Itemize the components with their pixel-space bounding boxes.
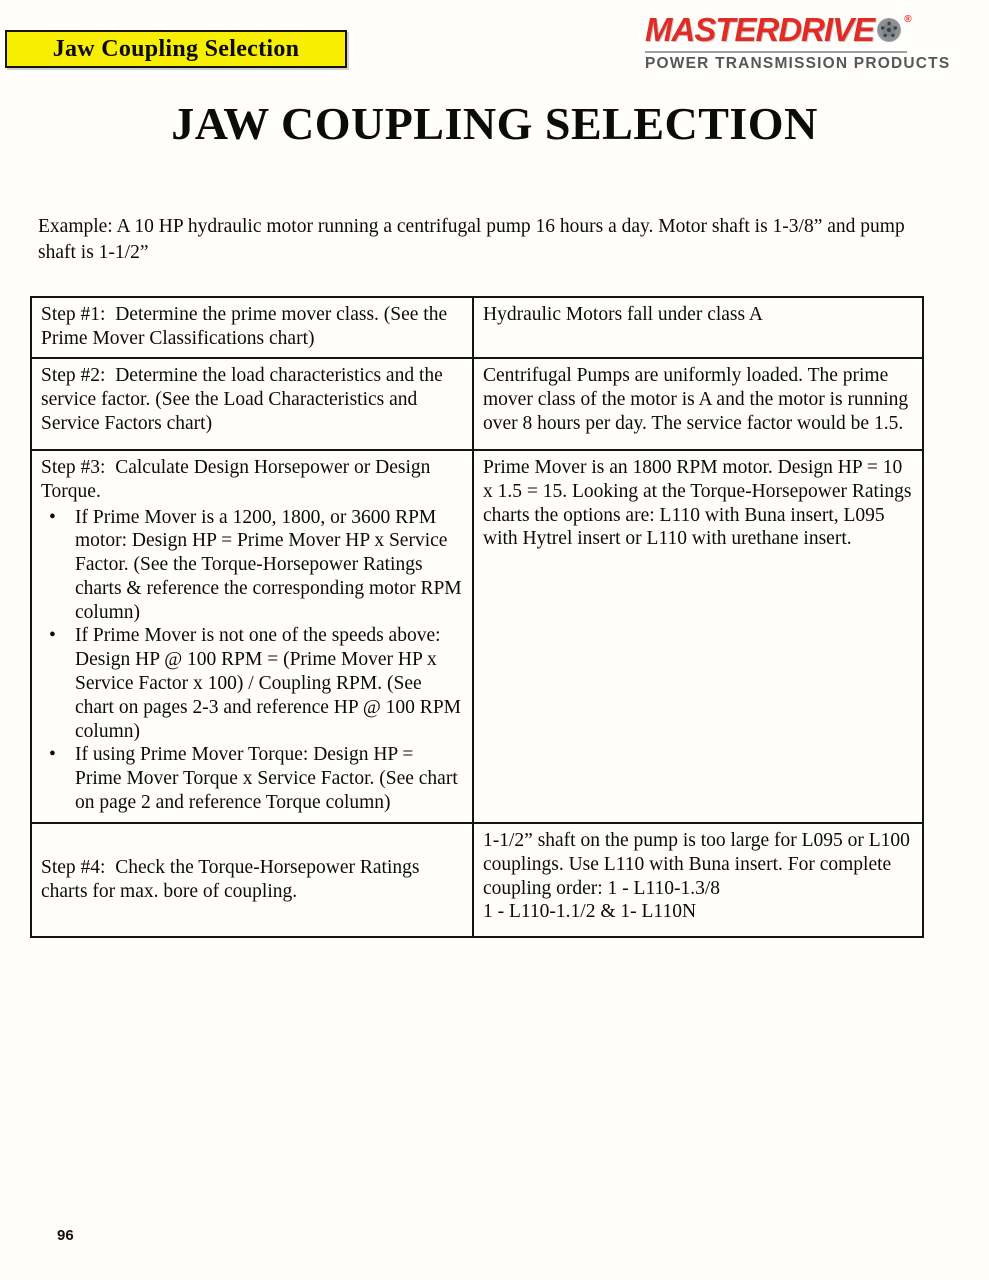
step1-cell (31, 297, 473, 358)
page-number: 96 (57, 1227, 74, 1244)
step4-result-cell (473, 823, 923, 937)
step4-text: Step #4: Check the Torque-Horsepower Ratings charts for max. bore of coupling. (41, 856, 425, 902)
bullet-icon: • (49, 625, 56, 647)
table-row (31, 823, 923, 937)
list-item (41, 506, 462, 625)
logo-top-row (645, 11, 912, 48)
list-item (41, 743, 462, 814)
step3-bullet-2: If Prime Mover is not one of the speeds above: Design HP @ 100 RPM = (Prime Mover HP x Service Factor x 100) / Coupling RPM. (See chart on pages 2-3 and reference HP @ 100 RPM column) (75, 625, 462, 742)
step4-result-text: 1-1/2” shaft on the pump is too large for L095 or L100 couplings. Use L110 with Buna insert. For complete coupling order: 1 - L110-1.3/8 (483, 830, 915, 899)
brand-wordmark: MASTERDRIVE (645, 11, 875, 48)
step3-cell (31, 450, 473, 823)
logo-tagline: POWER TRANSMISSION PRODUCTS (645, 51, 907, 73)
step4-result-text-line2: 1 - L110-1.1/2 & 1- L110N (483, 901, 697, 923)
table-row (31, 297, 923, 358)
step1-text: Step #1: Determine the prime mover class. (See the Prime Mover Classifications chart) (41, 304, 453, 349)
step3-bullet-list (41, 506, 462, 815)
bullet-icon: • (49, 506, 56, 528)
table-row (31, 450, 923, 823)
section-banner (5, 30, 347, 68)
example-paragraph: Example: A 10 HP hydraulic motor running a centrifugal pump 16 hours a day. Motor shaft is 1-3/8” and pump shaft is 1-1/2” (38, 216, 905, 264)
step2-text: Step #2: Determine the load characteristics and the service factor. (See the Load Characteristics and Service Factors chart) (41, 365, 448, 434)
step2-result-text: Centrifugal Pumps are uniformly loaded. The prime mover class of the motor is A and the motor is running over 8 hours per day. The service factor would be 1.5. (483, 365, 914, 434)
step2-result-cell (473, 358, 923, 450)
step1-result-text: Hydraulic Motors fall under class A (483, 304, 763, 325)
hub-wheel-icon (876, 17, 902, 48)
selection-steps-table (30, 296, 924, 938)
step1-result-cell (473, 297, 923, 358)
table-row (31, 358, 923, 450)
masterdrive-logo (645, 11, 951, 73)
step2-cell (31, 358, 473, 450)
step3-result-cell (473, 450, 923, 823)
list-item (41, 624, 462, 743)
page-title: JAW COUPLING SELECTION (171, 98, 818, 149)
registered-trademark-symbol: ® (904, 14, 912, 25)
step4-cell (31, 823, 473, 937)
bullet-icon: • (49, 744, 56, 766)
step3-bullet-1: If Prime Mover is a 1200, 1800, or 3600 RPM motor: Design HP = Prime Mover HP x Service Factor. (See the Torque-Horsepower Ratings charts & reference the corresponding motor RPM column) (75, 506, 462, 623)
step3-result-text: Prime Mover is an 1800 RPM motor. Design HP = 10 x 1.5 = 15. Looking at the Torque-Horsepower Ratings charts the options are: L110 with Buna insert, L095 with Hytrel insert or L110 with urethane insert. (483, 457, 917, 550)
step3-bullet-3: If using Prime Mover Torque: Design HP = Prime Mover Torque x Service Factor. (See chart on page 2 and reference Torque column) (75, 744, 458, 813)
step3-text: Step #3: Calculate Design Horsepower or Design Torque. (41, 457, 435, 502)
section-banner-label: Jaw Coupling Selection (52, 35, 300, 62)
